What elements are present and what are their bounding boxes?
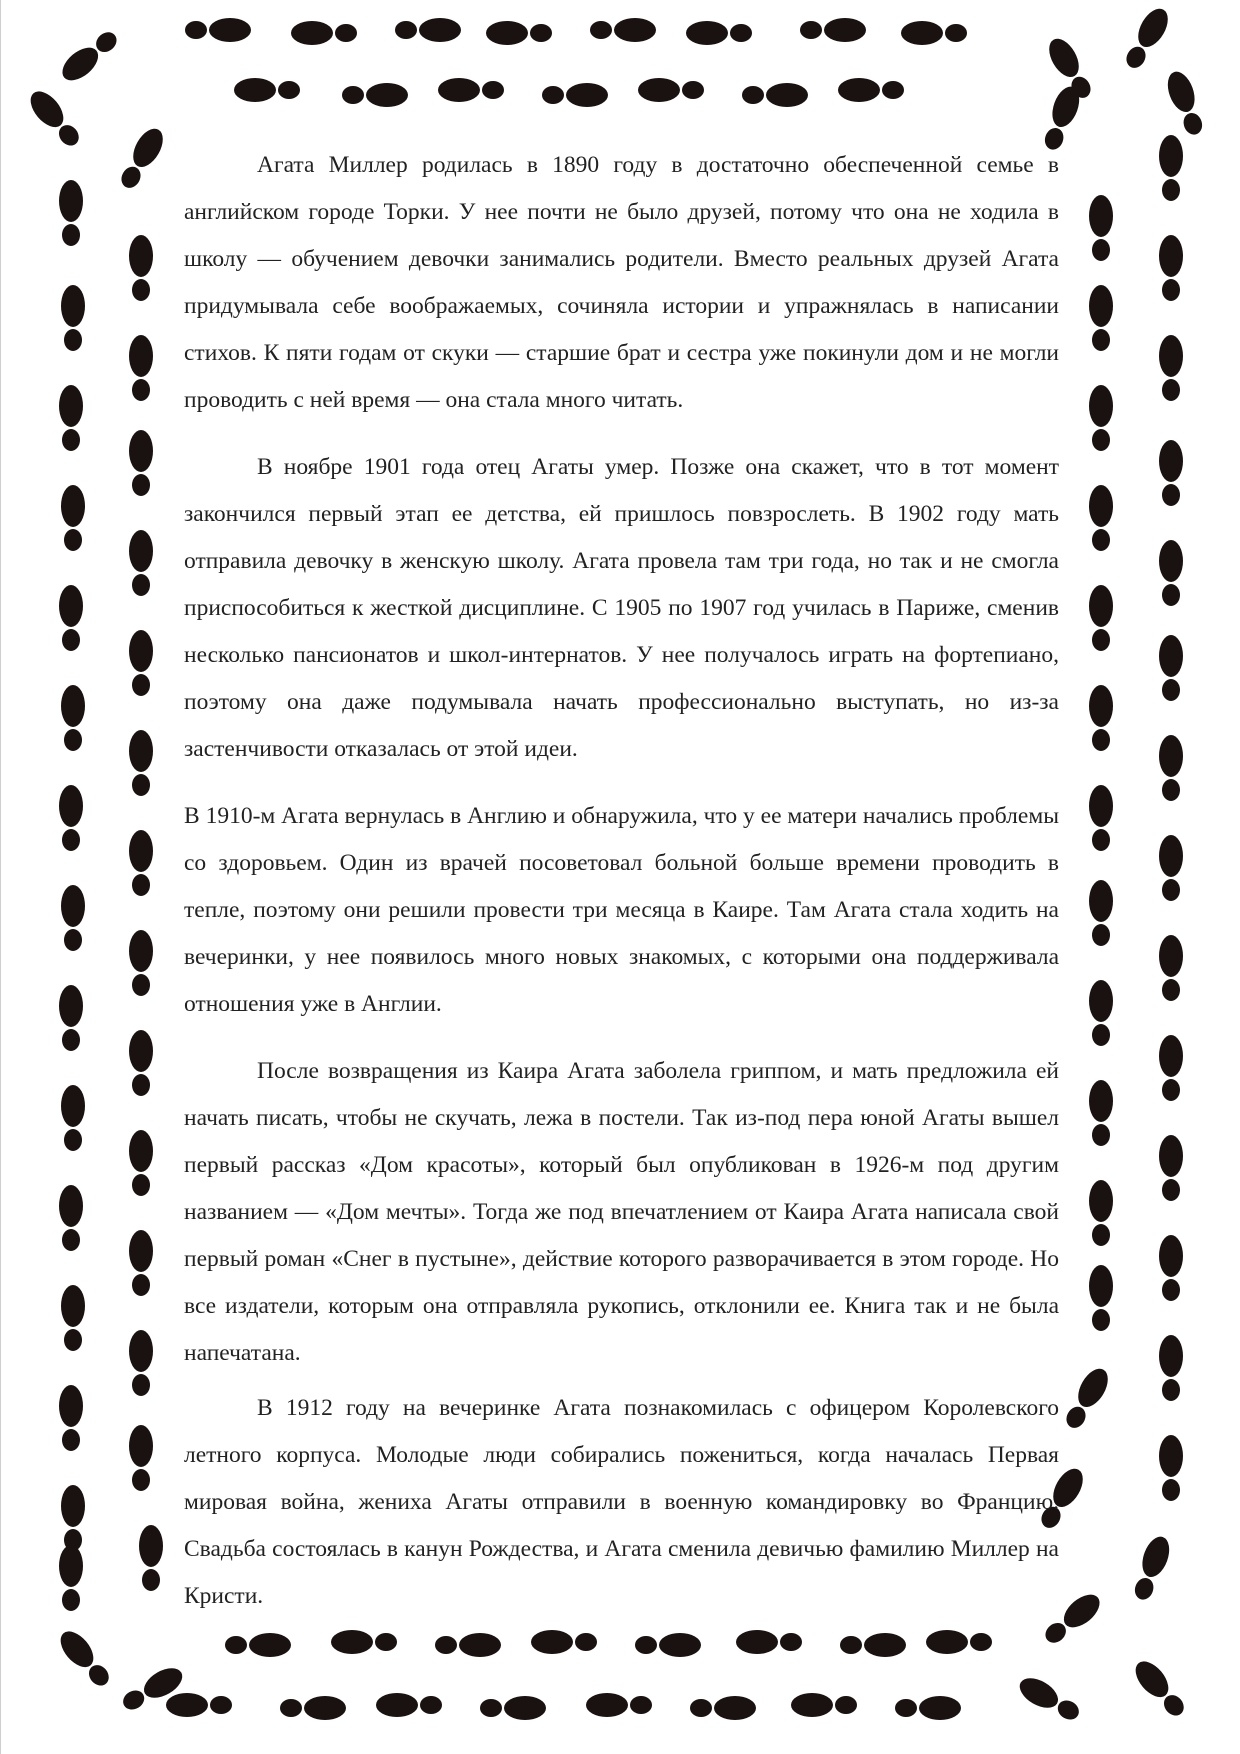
footprint-icon [531, 1630, 597, 1654]
footprint-icon [438, 78, 504, 102]
footprint-icon [129, 1330, 153, 1396]
footprint-icon [895, 1696, 961, 1720]
footprint-icon [129, 430, 153, 496]
footprint-icon [115, 124, 169, 193]
paragraph-5: В 1912 году на вечеринке Агата познакомилась с офицером Королевского летного корпуса. Молодые люди собирались пожениться, когда началась Первая мировая война, жениха Агаты отправили в военную командировку во Францию. Свадьба состоялась в канун Рождества, и Агата сменила девичью фамилию Миллер на Кристи. [184, 1395, 1059, 1609]
footprint-icon [61, 685, 85, 751]
footprint-icon [1015, 1672, 1084, 1726]
footprint-icon [838, 78, 904, 102]
footprint-icon [686, 21, 752, 45]
footprint-icon [129, 830, 153, 896]
footprint-icon [1159, 440, 1183, 506]
footprint-icon [1129, 1655, 1190, 1721]
footprint-icon [56, 26, 122, 87]
footprint-icon [1089, 195, 1113, 261]
footprint-icon [840, 1633, 906, 1657]
footprint-icon [901, 21, 967, 45]
footprint-icon [376, 1693, 442, 1717]
footprint-icon [1159, 335, 1183, 401]
footprint-icon [1060, 1364, 1114, 1433]
footprint-icon [1159, 835, 1183, 901]
footprint-icon [1159, 1435, 1183, 1501]
footprint-icon [129, 1230, 153, 1296]
footprint-icon [800, 18, 866, 42]
footprint-icon [1089, 785, 1113, 851]
footprint-icon [129, 235, 153, 301]
footprint-icon [1159, 1135, 1183, 1201]
paragraph-3: В 1910-м Агата вернулась в Англию и обнаружила, что у ее матери начались проблемы со здоровьем. Один из врачей посоветовал больной больше времени проводить в тепле, поэтому они решили провести три месяца в Каире. Там Агата стала ходить на вечеринки, у нее появилось много новых знакомых, с которыми она поддерживала отношения уже в Англии. [184, 803, 1059, 1017]
footprint-icon [1159, 1035, 1183, 1101]
footprint-icon [342, 83, 408, 107]
footprint-icon [59, 1185, 83, 1251]
footprint-icon [736, 1630, 802, 1654]
footprint-icon [435, 1633, 501, 1657]
footprint-icon [1089, 980, 1113, 1046]
footprint-icon [129, 930, 153, 996]
footprint-icon [1089, 880, 1113, 946]
footprint-icon [638, 78, 704, 102]
footprint-icon [61, 1485, 85, 1551]
footprint-icon [234, 78, 300, 102]
footprint-icon [54, 1625, 115, 1691]
footprint-icon [926, 1630, 992, 1654]
footprint-icon [1163, 68, 1208, 138]
footprint-icon [59, 985, 83, 1051]
footprint-icon [1089, 285, 1113, 351]
footprint-icon [542, 83, 608, 107]
footprint-icon [1089, 1080, 1113, 1146]
footprint-icon [1159, 735, 1183, 801]
footprint-icon [129, 1130, 153, 1196]
footprint-icon [742, 83, 808, 107]
footprint-icon [395, 18, 461, 42]
article-body [184, 142, 1059, 1620]
footprint-icon [331, 1630, 397, 1654]
paragraph-2: В ноябре 1901 года отец Агаты умер. Позже она скажет, что в тот момент закончился первый этап ее детства, ей пришлось повзрослеть. В 1902 году мать отправила девочку в женскую школу. Агата провела там три года, но так и не смогла приспособиться к жесткой дисциплине. С 1905 по 1907 год училась в Париже, сменив несколько пансионатов и школ-интернатов. У нее получалось играть на фортепиано, поэтому она даже подумывала начать профессионально выступать, но из-за застенчивости отказалась от этой идеи. [184, 454, 1059, 762]
footprint-icon [59, 385, 83, 451]
footprint-icon [59, 585, 83, 651]
paragraph-4: После возвращения из Каира Агата заболела гриппом, и мать предложила ей начать писать, чтобы не скучать, лежа в постели. Так из-под пера юной Агаты вышел первый рассказ «Дом красоты», который был опубликован в 1926-м под другим названием — «Дом мечты». Тогда же под впечатлением от Каира Агата написала свой первый роман «Снег в пустыне», действие которого разворачивается в этом городе. Но все издатели, которым она отправляла рукопись, отклонили ее. Книга так и не была напечатана. [184, 1058, 1059, 1366]
footprint-icon [24, 85, 85, 151]
footprint-icon [59, 180, 83, 246]
footprint-icon [480, 1696, 546, 1720]
footprint-icon [1089, 1265, 1113, 1331]
footprint-icon [129, 1425, 153, 1491]
footprint-icon [1159, 1335, 1183, 1401]
footprint-icon [1129, 1533, 1174, 1603]
footprint-icon [586, 1693, 652, 1717]
footprint-icon [129, 335, 153, 401]
footprint-icon [1089, 585, 1113, 651]
footprint-icon [59, 1385, 83, 1451]
footprint-icon [129, 1030, 153, 1096]
footprint-icon [129, 730, 153, 796]
footprint-icon [59, 785, 83, 851]
paragraph-1: Агата Миллер родилась в 1890 году в достаточно обеспеченной семье в английском городе Торки. У нее почти не было друзей, потому что она не ходила в школу — обучением девочки занимались родители. Вместо реальных друзей Агата придумывала себе воображаемых, сочиняла истории и упражнялась в написании стихов. К пяти годам от скуки — старшие брат и сестра уже покинули дом и не могли проводить с ней время — она стала много читать. [184, 152, 1059, 413]
footprint-icon [1089, 485, 1113, 551]
footprint-icon [61, 1285, 85, 1351]
footprint-icon [791, 1693, 857, 1717]
footprint-icon [61, 485, 85, 551]
footprint-icon [1159, 1235, 1183, 1301]
footprint-icon [1159, 135, 1183, 201]
footprint-icon [690, 1696, 756, 1720]
footprint-icon [1159, 235, 1183, 301]
footprint-icon [1089, 385, 1113, 451]
footprint-icon [1159, 935, 1183, 1001]
footprint-icon [59, 1545, 83, 1611]
footprint-icon [61, 1085, 85, 1151]
footprint-icon [139, 1525, 163, 1591]
footprint-icon [486, 21, 552, 45]
footprint-icon [1159, 635, 1183, 701]
footprint-icon [291, 21, 357, 45]
footprint-icon [129, 530, 153, 596]
footprint-icon [166, 1693, 232, 1717]
footprint-icon [61, 885, 85, 951]
footprint-icon [635, 1633, 701, 1657]
footprint-icon [1120, 4, 1174, 73]
footprint-icon [225, 1633, 291, 1657]
footprint-icon [1089, 1180, 1113, 1246]
footprint-icon [280, 1696, 346, 1720]
footprint-icon [1159, 540, 1183, 606]
footprint-icon [590, 18, 656, 42]
footprint-icon [61, 285, 85, 351]
footprint-icon [129, 630, 153, 696]
footprint-icon [1089, 685, 1113, 751]
footprint-icon [185, 18, 251, 42]
